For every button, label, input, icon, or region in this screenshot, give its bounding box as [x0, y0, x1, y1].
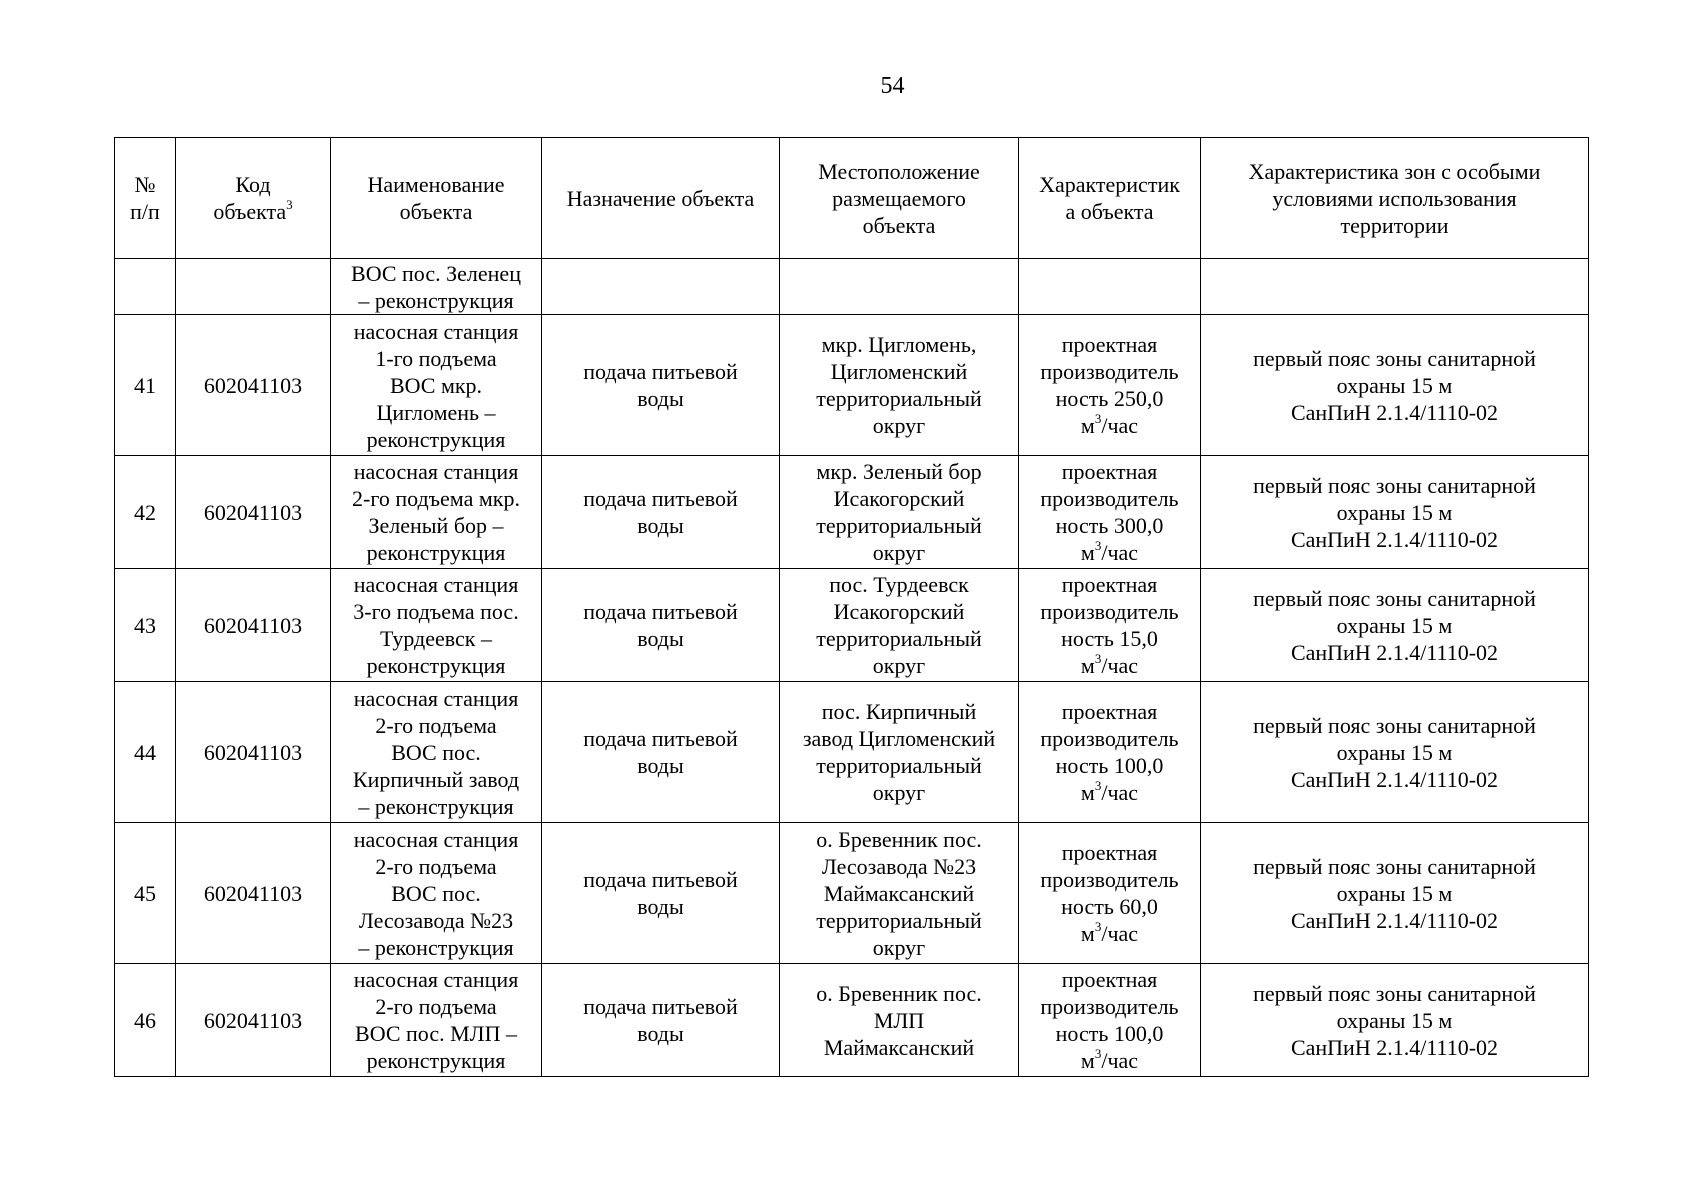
unit-exponent: 3: [1094, 1045, 1102, 1061]
header-cell-location: [780, 138, 1019, 259]
unit-base: м: [1080, 413, 1095, 438]
cell-zone-line: первый пояс зоны санитарной: [1253, 980, 1536, 1006]
cell-characteristic-line: проектная: [1061, 699, 1158, 724]
cell-number: [115, 259, 176, 315]
unit-base: м: [1080, 540, 1095, 565]
cell-purpose: [542, 823, 780, 964]
cell-characteristic-line: производитель: [1040, 994, 1179, 1019]
cell-location-line: территориальный: [816, 513, 982, 538]
cell-location-line: мкр. Зеленый бор: [816, 459, 982, 484]
cell-characteristic: [1019, 964, 1201, 1077]
cell-zone-line: охраны 15 м: [1336, 499, 1453, 525]
unit-rate: /час: [1101, 1048, 1139, 1073]
unit-exponent: 3: [1094, 777, 1102, 793]
cell-zone: [1201, 682, 1589, 823]
cell-characteristic-line: проектная: [1061, 967, 1158, 992]
cell-name-line: реконструкция: [366, 653, 506, 678]
cell-zone-line: первый пояс зоны санитарной: [1253, 472, 1536, 498]
table-row: [115, 456, 1589, 569]
cell-location-line: территориальный: [816, 386, 982, 411]
cell-location-line: округ: [872, 413, 926, 438]
cell-code: [176, 964, 331, 1077]
cell-purpose: [542, 682, 780, 823]
header-cell-purpose: [542, 138, 780, 259]
cell-zone: [1201, 259, 1589, 315]
cell-characteristic: [1019, 682, 1201, 823]
cell-name-line: ВОС пос.: [391, 739, 481, 765]
cell-characteristic: [1019, 823, 1201, 964]
header-row: [115, 138, 1589, 259]
cell-zone-line: охраны 15 м: [1336, 880, 1453, 906]
unit-line: [1022, 539, 1197, 566]
cell-characteristic: [1019, 456, 1201, 569]
cell-name-line: насосная станция: [353, 318, 519, 344]
cell-code-line: 602041103: [203, 739, 303, 765]
cell-number-line: 46: [134, 1007, 156, 1033]
cell-characteristic-line: ность 15,0: [1061, 626, 1158, 651]
cell-name-line: 1-го подъема: [375, 345, 497, 371]
cell-name-line: ВОС пос.: [391, 880, 481, 906]
cell-location-line: территориальный: [816, 907, 982, 933]
unit-base: м: [1080, 653, 1095, 678]
cell-characteristic-line: ность 100,0: [1055, 753, 1164, 778]
table-header: [115, 138, 1589, 259]
cell-zone-line: охраны 15 м: [1336, 1007, 1453, 1033]
table-row: [115, 259, 1589, 315]
cell-characteristic-line: ность 300,0: [1055, 513, 1164, 538]
cell-purpose: [542, 259, 780, 315]
cell-characteristic: [1019, 569, 1201, 682]
cell-name-line: насосная станция: [353, 459, 519, 484]
cell-characteristic: [1019, 259, 1201, 315]
unit-rate: /час: [1101, 653, 1139, 678]
cell-name: [331, 259, 542, 315]
unit-exponent: 3: [1094, 410, 1102, 426]
cell-name-line: ВОС пос. Зеленец: [351, 260, 521, 286]
cell-zone: [1201, 569, 1589, 682]
cell-name: [331, 569, 542, 682]
cell-purpose-line: подача питьевой: [583, 486, 738, 511]
cell-characteristic-line: ность 100,0: [1055, 1021, 1164, 1046]
cell-purpose-line: подача питьевой: [583, 867, 738, 892]
cell-location-line: о. Бревенник пос.: [816, 980, 982, 1006]
cell-purpose-line: воды: [637, 753, 684, 778]
cell-characteristic-line: ность 60,0: [1061, 894, 1158, 919]
cell-name-line: – реконструкция: [358, 934, 514, 960]
cell-zone-line: СанПиН 2.1.4/1110-02: [1290, 1034, 1499, 1060]
cell-code: [176, 682, 331, 823]
unit-exponent: 3: [1094, 918, 1102, 934]
cell-location-line: территориальный: [816, 626, 982, 651]
cell-location-line: Маймаксанский: [823, 1034, 975, 1060]
cell-location-line: округ: [872, 540, 926, 565]
cell-name-line: – реконструкция: [358, 287, 514, 313]
cell-number-line: 42: [134, 499, 156, 525]
cell-name-line: реконструкция: [366, 1048, 506, 1073]
cell-number: [115, 315, 176, 456]
cell-purpose: [542, 569, 780, 682]
cell-location-line: мкр. Цигломень,: [821, 332, 977, 357]
cell-location-line: завод Цигломенский: [802, 726, 996, 751]
cell-location: [780, 259, 1019, 315]
cell-code-line: 602041103: [203, 612, 303, 638]
cell-location-line: Лесозавода №23: [821, 853, 977, 879]
cell-zone-line: первый пояс зоны санитарной: [1253, 585, 1536, 611]
cell-characteristic-line: производитель: [1040, 486, 1179, 511]
cell-purpose: [542, 456, 780, 569]
cell-characteristic-line: производитель: [1040, 599, 1179, 624]
cell-characteristic-line: проектная: [1061, 459, 1158, 484]
unit-base: м: [1080, 921, 1095, 946]
cell-characteristic-line: ность 250,0: [1055, 386, 1164, 411]
cell-purpose-line: подача питьевой: [583, 599, 738, 624]
header-number-line: п/п: [130, 199, 160, 224]
header-cell-code: [176, 138, 331, 259]
cell-code: [176, 823, 331, 964]
cell-location-line: Цигломенский: [830, 359, 968, 384]
cell-name-line: реконструкция: [366, 540, 506, 565]
cell-name-line: насосная станция: [353, 572, 519, 597]
cell-location-line: округ: [872, 653, 926, 678]
cell-characteristic-line: производитель: [1040, 726, 1179, 751]
cell-location-line: пос. Кирпичный: [821, 699, 977, 724]
cell-number-line: 45: [134, 880, 156, 906]
table-row: [115, 964, 1589, 1077]
cell-characteristic-line: производитель: [1040, 867, 1179, 892]
cell-characteristic: [1019, 315, 1201, 456]
cell-zone-line: охраны 15 м: [1336, 739, 1453, 765]
unit-base: м: [1080, 1048, 1095, 1073]
cell-name-line: насосная станция: [353, 967, 519, 992]
cell-zone: [1201, 456, 1589, 569]
cell-zone-line: СанПиН 2.1.4/1110-02: [1290, 639, 1499, 665]
cell-zone-line: первый пояс зоны санитарной: [1253, 712, 1536, 738]
cell-number-line: 44: [134, 739, 156, 765]
cell-name: [331, 682, 542, 823]
cell-purpose-line: воды: [637, 513, 684, 538]
cell-purpose-line: воды: [637, 626, 684, 651]
cell-location-line: Исакогорский: [833, 599, 965, 624]
cell-location: [780, 682, 1019, 823]
cell-zone-line: первый пояс зоны санитарной: [1253, 345, 1536, 371]
unit-line: [1022, 652, 1197, 679]
cell-location: [780, 315, 1019, 456]
unit-base: м: [1080, 780, 1095, 805]
cell-name-line: 2-го подъема: [375, 853, 497, 879]
cell-name-line: 2-го подъема: [375, 994, 497, 1019]
cell-name-line: Цигломень –: [376, 399, 496, 425]
cell-name: [331, 456, 542, 569]
header-code-line: Код: [235, 172, 271, 197]
cell-name-line: ВОС пос. МЛП –: [355, 1021, 517, 1046]
cell-location-line: МЛП: [873, 1007, 925, 1033]
header-cell-zone: [1201, 138, 1589, 259]
cell-name-line: 2-го подъема: [375, 712, 497, 738]
header-location-line: размещаемого: [832, 185, 966, 211]
cell-number: [115, 569, 176, 682]
cell-location: [780, 569, 1019, 682]
header-cell-name: [331, 138, 542, 259]
cell-name-line: ВОС мкр.: [389, 372, 483, 398]
footnote-ref: 3: [286, 196, 293, 212]
cell-code: [176, 259, 331, 315]
page-number: 54: [880, 73, 905, 99]
cell-name-line: 3-го подъема пос.: [353, 599, 519, 624]
cell-number: [115, 964, 176, 1077]
unit-line: [1022, 779, 1197, 806]
cell-location: [780, 456, 1019, 569]
unit-exponent: 3: [1094, 650, 1102, 666]
cell-number-line: 41: [134, 372, 156, 398]
cell-name-line: Турдеевск –: [380, 626, 492, 651]
header-zone-line: условиями использования: [1272, 185, 1517, 211]
cell-name-line: насосная станция: [353, 685, 519, 711]
cell-name: [331, 315, 542, 456]
cell-name-line: насосная станция: [353, 826, 519, 852]
cell-code-line: 602041103: [203, 372, 303, 398]
cell-zone: [1201, 315, 1589, 456]
cell-characteristic-line: проектная: [1061, 572, 1158, 597]
cell-purpose-line: подача питьевой: [583, 359, 738, 384]
cell-zone: [1201, 964, 1589, 1077]
cell-name-line: – реконструкция: [358, 793, 514, 819]
cell-zone-line: охраны 15 м: [1336, 612, 1453, 638]
unit-rate: /час: [1101, 413, 1139, 438]
cell-location-line: пос. Турдеевск: [829, 572, 969, 597]
unit-rate: /час: [1101, 921, 1139, 946]
cell-purpose: [542, 315, 780, 456]
table-body: [115, 259, 1589, 1077]
cell-code: [176, 315, 331, 456]
header-code-line: объекта$^3$: [213, 196, 293, 224]
unit-line: [1022, 920, 1197, 947]
unit-line: [1022, 412, 1197, 439]
table-row: [115, 682, 1589, 823]
cell-purpose-line: воды: [637, 1021, 684, 1046]
cell-location: [780, 823, 1019, 964]
cell-location-line: округ: [872, 934, 926, 960]
table-row: [115, 823, 1589, 964]
cell-code-line: 602041103: [203, 880, 303, 906]
cell-characteristic-line: проектная: [1061, 840, 1158, 865]
cell-characteristic-line: проектная: [1061, 332, 1158, 357]
cell-location-line: округ: [872, 780, 926, 805]
header-zone-line: Характеристика зон с особыми: [1248, 158, 1541, 184]
cell-purpose-line: подача питьевой: [583, 726, 738, 751]
cell-zone-line: СанПиН 2.1.4/1110-02: [1290, 526, 1499, 552]
cell-code-line: 602041103: [203, 1007, 303, 1033]
cell-zone: [1201, 823, 1589, 964]
cell-location: [780, 964, 1019, 1077]
cell-number: [115, 456, 176, 569]
cell-name: [331, 823, 542, 964]
unit-line: [1022, 1047, 1197, 1074]
cell-purpose-line: воды: [637, 894, 684, 919]
cell-location-line: Исакогорский: [833, 486, 965, 511]
cell-purpose-line: подача питьевой: [583, 994, 738, 1019]
cell-number: [115, 682, 176, 823]
cell-location-line: территориальный: [816, 753, 982, 778]
cell-name-line: Зеленый бор –: [368, 513, 504, 538]
cell-number: [115, 823, 176, 964]
table-row: [115, 315, 1589, 456]
cell-purpose-line: воды: [637, 386, 684, 411]
cell-location-line: Маймаксанский: [823, 880, 975, 906]
header-characteristic-line: Характеристик: [1039, 172, 1180, 197]
header-characteristic-line: а объекта: [1065, 199, 1154, 224]
header-cell-characteristic: [1019, 138, 1201, 259]
cell-zone-line: первый пояс зоны санитарной: [1253, 853, 1536, 879]
header-location-line: Местоположение: [818, 158, 980, 184]
header-location-line: объекта: [862, 212, 936, 238]
header-number-line: №: [134, 172, 156, 197]
unit-rate: /час: [1101, 540, 1139, 565]
cell-purpose: [542, 964, 780, 1077]
cell-code-line: 602041103: [203, 499, 303, 525]
cell-name-line: Лесозавода №23: [358, 907, 514, 933]
cell-name-line: 2-го подъема мкр.: [352, 486, 520, 511]
objects-table: [114, 137, 1589, 1077]
cell-zone-line: СанПиН 2.1.4/1110-02: [1290, 907, 1499, 933]
header-zone-line: территории: [1340, 212, 1449, 238]
cell-zone-line: охраны 15 м: [1336, 372, 1453, 398]
header-cell-number: [115, 138, 176, 259]
header-purpose-line: Назначение объекта: [566, 185, 755, 211]
cell-code: [176, 456, 331, 569]
cell-location-line: о. Бревенник пос.: [816, 826, 982, 852]
cell-name-line: Кирпичный завод: [352, 766, 520, 792]
header-name-line: объекта: [399, 199, 473, 224]
cell-zone-line: СанПиН 2.1.4/1110-02: [1290, 766, 1499, 792]
cell-code: [176, 569, 331, 682]
cell-zone-line: СанПиН 2.1.4/1110-02: [1290, 399, 1499, 425]
cell-name-line: реконструкция: [366, 426, 506, 452]
unit-exponent: 3: [1094, 537, 1102, 553]
cell-characteristic-line: производитель: [1040, 359, 1179, 384]
unit-rate: /час: [1101, 780, 1139, 805]
cell-name: [331, 964, 542, 1077]
cell-number-line: 43: [134, 612, 156, 638]
header-name-line: Наименование: [367, 172, 505, 197]
table-row: [115, 569, 1589, 682]
